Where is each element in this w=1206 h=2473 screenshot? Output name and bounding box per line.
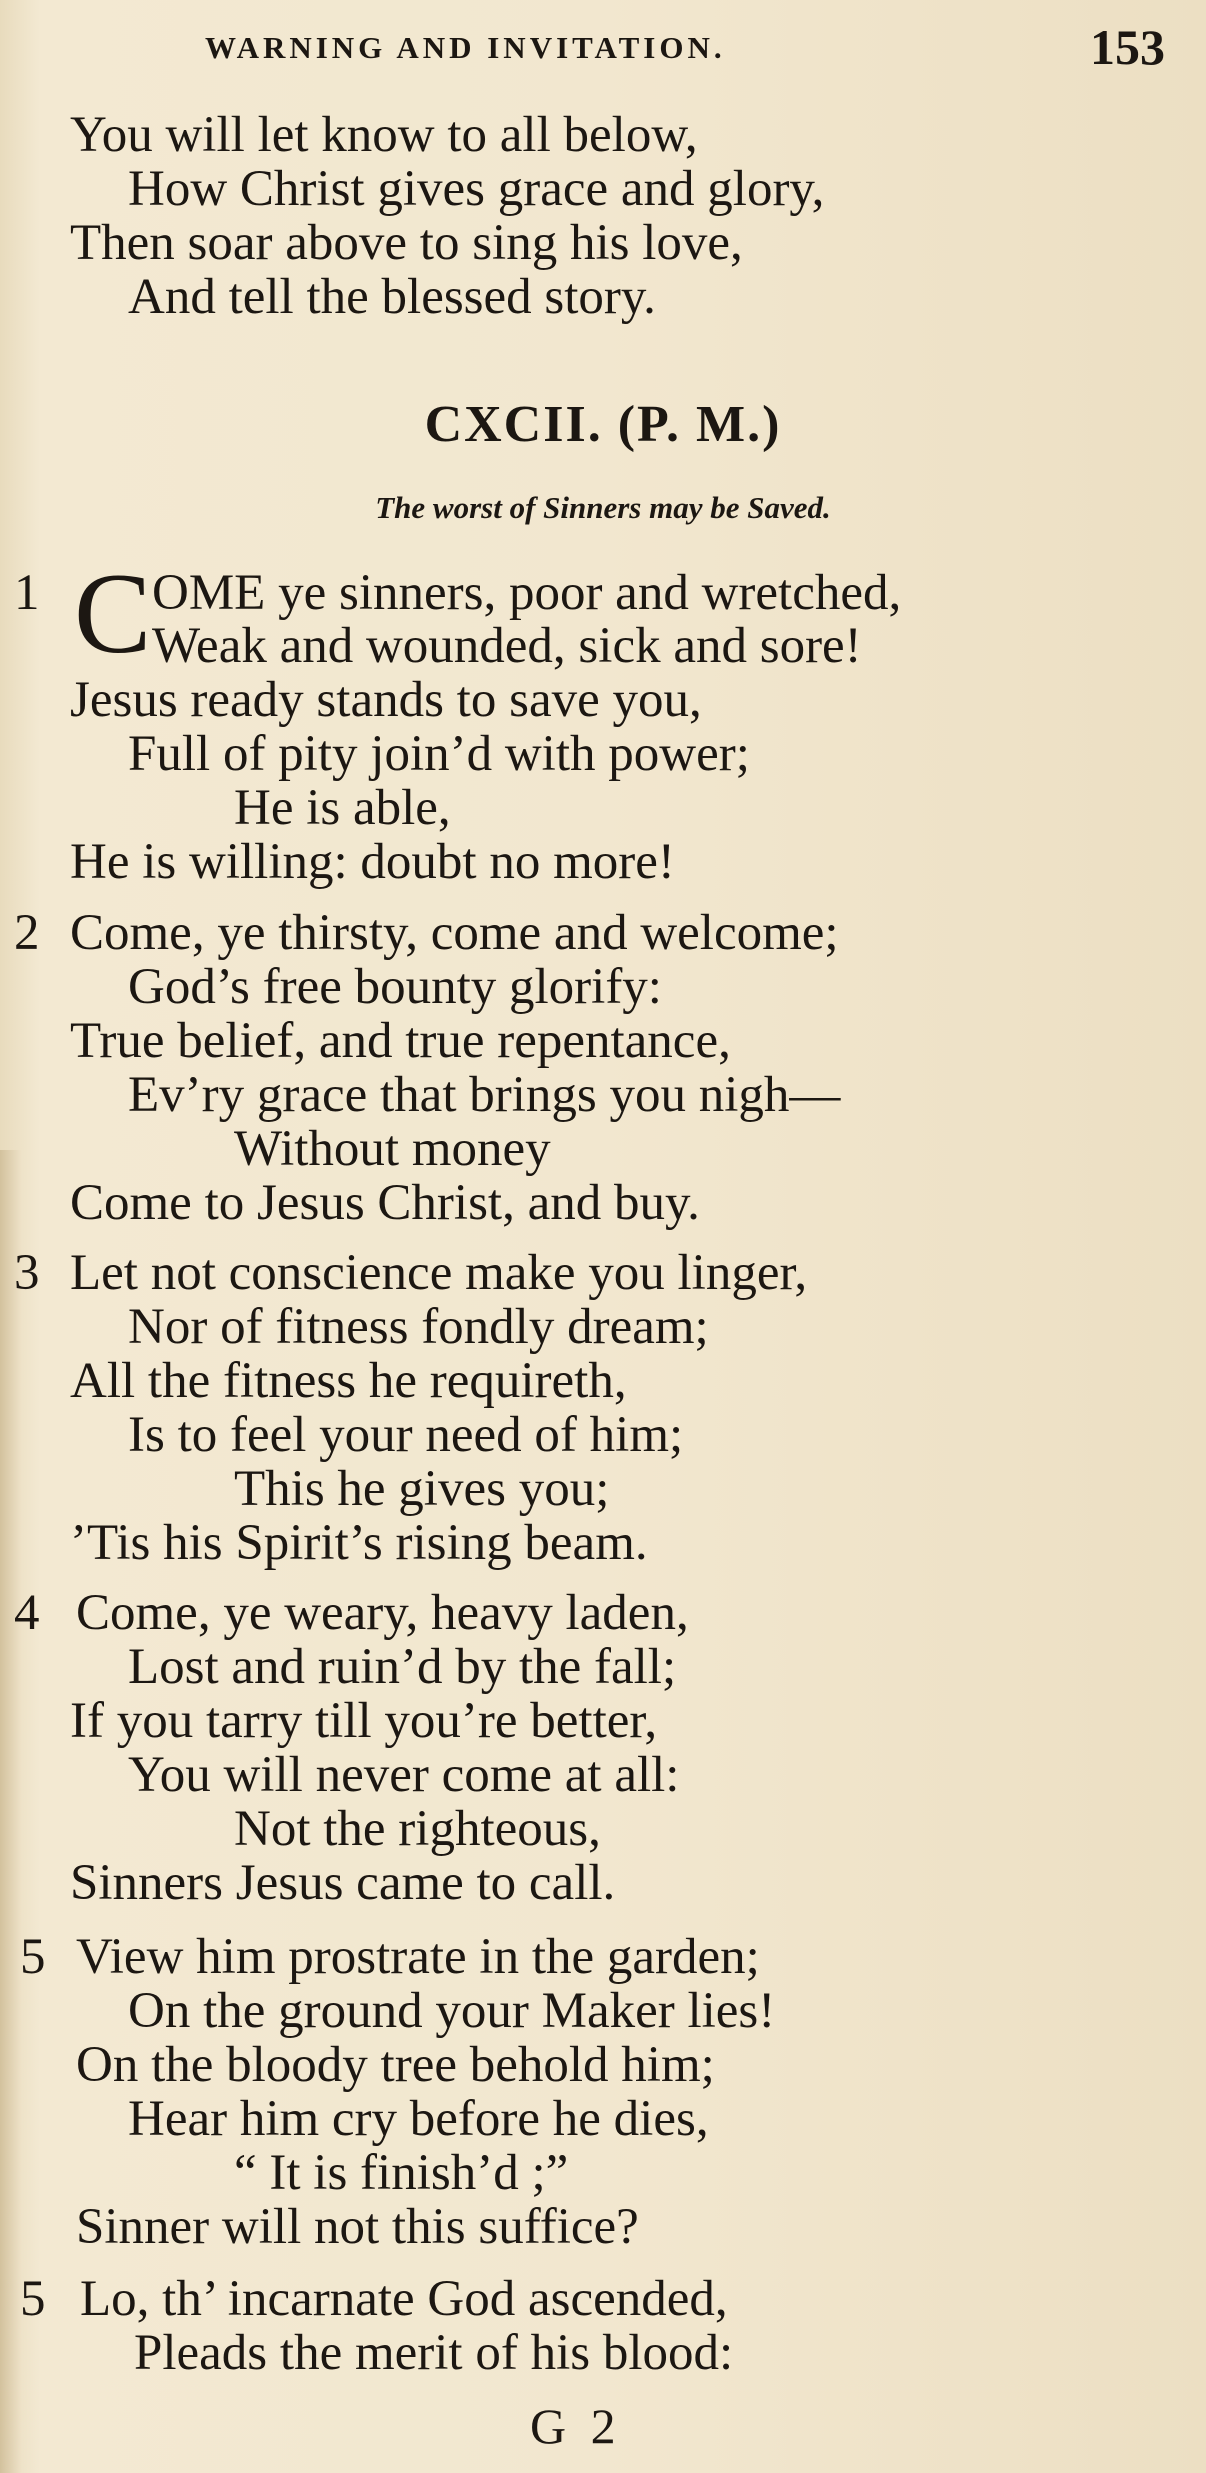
hymn-heading: CXCII. (P. M.) <box>424 396 782 453</box>
verse-line: Lo, th’ incarnate God ascended, <box>80 2271 728 2327</box>
verse-line: Weak and wounded, sick and sore! <box>152 618 862 674</box>
prev-hymn-line: You will let know to all below, <box>70 107 698 163</box>
verse-line: Ev’ry grace that brings you nigh— <box>128 1067 841 1123</box>
verse-number: 1 <box>14 565 40 621</box>
verse-number: 5 <box>20 1929 46 1985</box>
verse-line: ’Tis his Spirit’s rising beam. <box>70 1515 648 1571</box>
verse-line: God’s free bounty glorify: <box>128 959 662 1015</box>
verse-line: Lost and ruin’d by the fall; <box>128 1639 677 1695</box>
verse-line: If you tarry till you’re better, <box>70 1693 658 1749</box>
prev-hymn-line: Then soar above to sing his love, <box>70 215 743 271</box>
verse-line: Is to feel your need of him; <box>128 1407 684 1463</box>
verse-line: Not the righteous, <box>234 1801 601 1857</box>
hymn-subtitle: The worst of Sinners may be Saved. <box>375 490 831 525</box>
verse-line: You will never come at all: <box>128 1747 680 1803</box>
verse-line: Sinner will not this suffice? <box>76 2199 639 2255</box>
prev-hymn-line: And tell the blessed story. <box>128 269 656 325</box>
verse-line: He is able, <box>234 780 451 836</box>
prev-hymn-line: How Christ gives grace and glory, <box>128 161 825 217</box>
verse-line: On the bloody tree behold him; <box>76 2037 715 2093</box>
verse-line: He is willing: doubt no more! <box>70 834 675 890</box>
verse-line: Sinners Jesus came to call. <box>70 1855 616 1911</box>
signature-mark: G 2 <box>530 2398 622 2454</box>
verse-line: OME ye sinners, poor and wretched, <box>152 565 902 621</box>
verse-line: View him prostrate in the garden; <box>76 1929 760 1985</box>
verse-number: 4 <box>14 1585 40 1641</box>
verse-line: Come to Jesus Christ, and buy. <box>70 1175 700 1231</box>
verse-line: “ It is finish’d ;” <box>234 2145 569 2201</box>
verse-line: Pleads the merit of his blood: <box>134 2325 734 2381</box>
verse-line: Come, ye thirsty, come and welcome; <box>70 905 839 961</box>
page-binding-shadow <box>0 1150 22 2473</box>
verse-number: 2 <box>14 905 40 961</box>
running-header <box>205 18 1165 78</box>
page-number: 153 <box>1090 19 1165 75</box>
verse-line: Let not conscience make you linger, <box>70 1245 808 1301</box>
verse-line: Hear him cry before he dies, <box>128 2091 709 2147</box>
verse-line: Nor of fitness fondly dream; <box>128 1299 709 1355</box>
drop-cap: C <box>74 550 152 678</box>
verse-line: On the ground your Maker lies! <box>128 1983 776 2039</box>
verse-line: Come, ye weary, heavy laden, <box>76 1585 689 1641</box>
verse-line: Jesus ready stands to save you, <box>70 672 702 728</box>
verse-number: 5 <box>20 2271 46 2327</box>
running-title: WARNING AND INVITATION. <box>205 30 726 65</box>
verse-line: All the fitness he requireth, <box>70 1353 627 1409</box>
verse-line: True belief, and true repentance, <box>70 1013 731 1069</box>
verse-line: This he gives you; <box>234 1461 610 1517</box>
verse-line: Without money <box>234 1121 551 1177</box>
verse-number: 3 <box>14 1245 40 1301</box>
verse-line: Full of pity join’d with power; <box>128 726 750 782</box>
